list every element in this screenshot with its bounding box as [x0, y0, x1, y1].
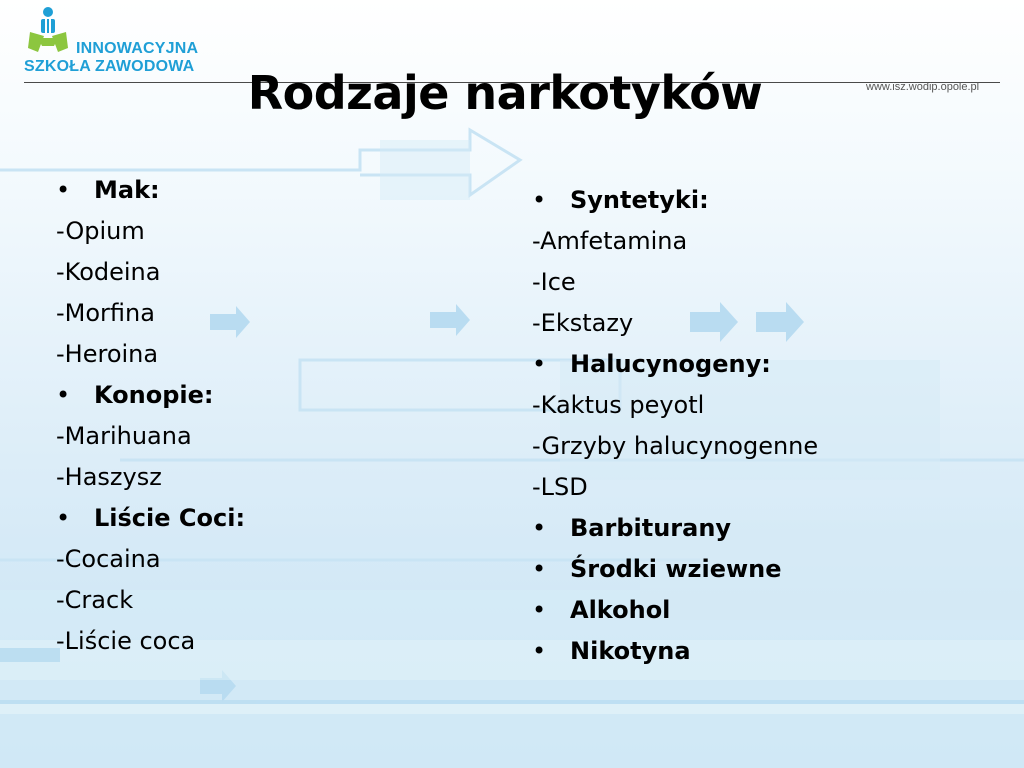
left-item-text: Liście Coci:: [94, 504, 246, 532]
left-list-item: [56, 211, 245, 252]
right-item-text: Barbiturany: [570, 514, 732, 542]
left-list-item: [56, 334, 245, 375]
bullet-icon: •: [56, 504, 71, 532]
right-category-heading: [532, 508, 818, 549]
site-url: www.isz.wodip.opole.pl: [866, 81, 980, 93]
right-item-text: -Grzyby halucynogenne: [532, 432, 819, 460]
left-category-heading: [56, 375, 245, 416]
right-category-heading: [532, 549, 818, 590]
logo-text-line1: INNOWACYJNA: [76, 40, 199, 57]
right-item-text: -Amfetamina: [532, 227, 688, 255]
left-list-item: [56, 416, 245, 457]
right-item-text: -Ice: [532, 268, 576, 296]
left-category-heading: [56, 498, 245, 539]
right-list-item: [532, 262, 818, 303]
left-item-text: -Liście coca: [56, 627, 196, 655]
left-item-text: -Kodeina: [56, 258, 161, 286]
logo-text-line2: SZKOŁA ZAWODOWA: [24, 58, 195, 75]
bullet-icon: •: [56, 381, 71, 409]
left-category-heading: [56, 170, 245, 211]
right-list-item: [532, 426, 818, 467]
bullet-icon: •: [532, 350, 547, 378]
left-item-text: -Crack: [56, 586, 134, 614]
bullet-icon: •: [532, 596, 547, 624]
left-list-item: [56, 252, 245, 293]
school-logo-icon: [24, 6, 72, 54]
left-item-text: Mak:: [94, 176, 160, 204]
right-list-item: [532, 467, 818, 508]
left-item-text: Konopie:: [94, 381, 214, 409]
left-list-item: [56, 580, 245, 621]
bullet-icon: •: [532, 186, 547, 214]
bullet-icon: •: [532, 514, 547, 542]
right-item-text: -Kaktus peyotl: [532, 391, 705, 419]
left-list-item: [56, 457, 245, 498]
right-item-text: Alkohol: [570, 596, 671, 624]
left-item-text: -Haszysz: [56, 463, 162, 491]
left-list-item: [56, 621, 245, 662]
left-item-text: -Cocaina: [56, 545, 161, 573]
right-category-heading: [532, 590, 818, 631]
right-item-text: Środki wziewne: [570, 555, 782, 583]
right-item-text: -LSD: [532, 473, 588, 501]
left-column-list: [56, 170, 245, 662]
right-category-heading: [532, 344, 818, 385]
right-column-list: [532, 180, 818, 672]
right-item-text: Syntetyki:: [570, 186, 709, 214]
bullet-icon: •: [56, 176, 71, 204]
bullet-icon: •: [532, 637, 547, 665]
right-category-heading: [532, 631, 818, 672]
right-list-item: [532, 221, 818, 262]
left-item-text: -Opium: [56, 217, 145, 245]
right-list-item: [532, 385, 818, 426]
left-item-text: -Marihuana: [56, 422, 192, 450]
right-item-text: Nikotyna: [570, 637, 691, 665]
right-category-heading: [532, 180, 818, 221]
right-list-item: [532, 303, 818, 344]
left-item-text: -Morfina: [56, 299, 155, 327]
bullet-icon: •: [532, 555, 547, 583]
left-list-item: [56, 293, 245, 334]
school-logo: [24, 6, 214, 80]
right-item-text: -Ekstazy: [532, 309, 634, 337]
slide-title: Rodzaje narkotyków: [247, 66, 763, 120]
left-list-item: [56, 539, 245, 580]
right-item-text: Halucynogeny:: [570, 350, 771, 378]
left-item-text: -Heroina: [56, 340, 159, 368]
